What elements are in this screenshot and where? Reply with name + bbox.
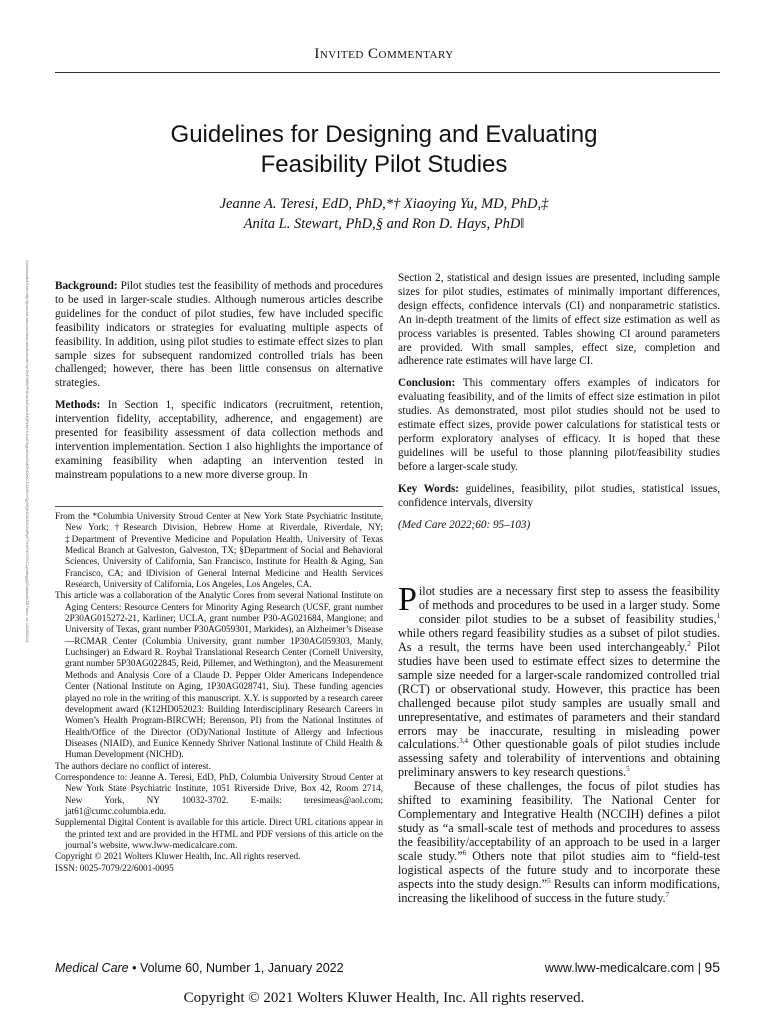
running-footer-left	[55, 961, 344, 975]
footnote-supplemental: Supplemental Digital Content is available for this article. Direct URL citations appear in the printed text and are provided in the HTML and PDF versions of this article on the journal’s website, www.lww-medicalcare.com.	[55, 817, 383, 850]
drop-cap: P	[398, 581, 417, 618]
abstract-methods-continued: Section 2, statistical and design issues are presented, including sample sizes for pilot studies, estimates of minimally important differences, design effects, confidence intervals (CI) and nonparametric statistics. An in-depth treatment of the limits of effect size estimation as well as process variables is presented. Tables showing CI around parameters are provided. With small samples, effect size, completion and adherence rate estimates will have large CI.	[398, 272, 720, 368]
keywords-label: Key Words:	[398, 482, 460, 495]
reference-link[interactable]: 5	[626, 765, 630, 774]
journal-website[interactable]: www.lww-medicalcare.com	[544, 961, 695, 975]
footnote-correspondence: Correspondence to: Jeanne A. Teresi, EdD, PhD, Columbia University Stroud Center at New York State Psychiatric Institute, 1051 Riverside Drive, Box 42, Room 2714, New York, NY 10032-3702. E-mails: teresimeas@aol.com; jat61@cumc.columbia.edu.	[55, 771, 383, 816]
download-watermark: Downloaded from http://journals.lww.com/lww-medicalcare by BhDMf5ePHKav1zEoum1tQfN4a+kJLhEZgbsIHo4XMi0hCywCX1AWnYQp/IlQrHD3i3D0OdRyi7TvSFl4Cf3VC1y0abggQZXdtwnfKZBYtws= on 12/08/2021	[25, 260, 30, 643]
keywords-text: guidelines, feasibility, pilot studies, statistical issues, confidence intervals, diversity	[398, 482, 721, 509]
body-p1-part-d: Other questionable goals of pilot studies include assessing safety and tolerability of interventions and obtaining preliminary answers to key research questions.	[398, 737, 720, 780]
citation: (Med Care 2022;60: 95–103)	[398, 518, 531, 531]
abstract-right-column	[398, 272, 720, 532]
methods-label: Methods:	[55, 399, 101, 412]
authors-line-1: Jeanne A. Teresi, EdD, PhD,*† Xiaoying Yu, MD, PhD,‡	[219, 196, 549, 212]
reference-link[interactable]: 1	[716, 611, 720, 620]
keywords	[398, 483, 720, 511]
abstract-background	[55, 280, 383, 391]
title-line-2: Feasibility Pilot Studies	[260, 151, 508, 178]
body-paragraph-1	[398, 581, 721, 780]
body-p2-part-b: Others note that pilot studies aim to “field-test logistical aspects of the future study and to incorporate these aspects into the study design.”	[398, 849, 721, 892]
reference-link[interactable]: 5	[547, 876, 551, 885]
footer-separator: |	[694, 961, 705, 975]
body-p2-part-c: Results can inform modifications, increasing the likelihood of success in the future study.	[398, 877, 720, 905]
conclusion-label: Conclusion:	[398, 377, 456, 390]
body-paragraph-2	[398, 780, 720, 906]
abstract-left-column	[55, 280, 383, 483]
body-p1-part-c: Pilot studies have been used to estimate effect sizes to determine the sample size needed for a larger-scale randomized controlled trial (RCT) or observational study. However, this practice has been challenged because pilot study samples are usually small and unrepresentative, and estimates of parameters and their standard errors may be inaccurate, resulting in misleading power calculations.	[398, 639, 721, 752]
article-title	[80, 120, 688, 180]
body-p1-part-a: ilot studies are a necessary first step to assess the feasibility of methods and procedures to be used in a larger study. Some consider pilot studies to be a subset of feasibility studies,	[418, 584, 720, 626]
methods-text: In Section 1, specific indicators (recruitment, retention, intervention fidelity, acceptability, adherence, and engagement) are presented for feasibility assessment of data collection methods and intervention implementation. Section 1 also highlights the importance of examining feasibility when adapting an intervention tested in mainstream populations to a new more diverse group. In	[55, 399, 383, 481]
authors-line-2: Anita L. Stewart, PhD,§ and Ron D. Hays, PhD‖	[243, 216, 525, 232]
abstract-methods	[55, 399, 383, 482]
body-p1-part-b: while others regard feasibility studies as a subset of pilot studies. As a result, the terms have been used interchangeably.	[398, 625, 720, 654]
footnote-affiliations: From the *Columbia University Stroud Center at New York State Psychiatric Institute, New York; †Research Division, Hebrew Home at Riverdale, Riverdale, NY; ‡Department of Preventive Medicine and Population Health, University of Texas Medical Branch at Galveston, Galveston, TX; §Department of Social and Behavioral Sciences, University of California, San Francisco, Institute for Health & Aging, San Francisco, CA; and ‖Division of General Internal Medicine and Health Services Research, University of California, Los Angeles, Los Angeles, CA.	[55, 511, 383, 590]
reference-link[interactable]: 3,4	[459, 737, 469, 746]
journal-name: Medical Care	[55, 961, 129, 975]
kicker-rule	[55, 72, 720, 73]
conclusion-text: This commentary offers examples of indicators for evaluating feasibility, and of the limits of effect size estimation in pilot studies. As demonstrated, most pilot studies should not be used to estimate effect sizes, provide power calculations for statistical tests or perform exploratory analyses of efficacy. It is hoped that these guidelines will be useful to those planning pilot/feasibility studies before a larger-scale study.	[398, 377, 720, 473]
author-list	[80, 194, 688, 234]
footnote-rule	[55, 506, 383, 507]
body-p2-part-a: Because of these challenges, the focus of pilot studies has shifted to examining feasibility. The National Center for Complementary and Integrative Health (NCCIH) defines a pilot study as “a small-scale test of methods and procedures to assess the feasibility/acceptability of an approach to be used in a larger scale study.”	[398, 779, 720, 864]
footnote-issn: ISSN: 0025-7079/22/6001-0095	[55, 862, 174, 873]
reference-link[interactable]: 2	[687, 639, 691, 648]
section-kicker: Invited Commentary	[314, 46, 454, 62]
footnote-copyright: Copyright © 2021 Wolters Kluwer Health, Inc. All rights reserved.	[55, 851, 301, 862]
reference-link[interactable]: 7	[665, 890, 670, 899]
title-line-1: Guidelines for Designing and Evaluating	[170, 121, 598, 148]
background-text: Pilot studies test the feasibility of methods and procedures to be used in larger-scale studies. Although numerous articles describe guidelines for the conduct of pilot studies, few have included specific feasibility indicators or strategies for evaluating multiple aspects of feasibility. In addition, using pilot studies to estimate effect sizes to plan sample sizes for subsequent randomized controlled trials has been challenged; however, there has been little consensus on alternative strategies.	[55, 280, 384, 390]
footnote-conflict: The authors declare no conflict of interest.	[55, 760, 211, 771]
footnote-funding: This article was a collaboration of the Analytic Cores from several National Institute on Aging Centers: Resource Centers for Minority Aging Research (UCSF, grant number 2P30AG015272-21, Karliner; UCLA, grant number P30-AG021684, Mangione; and University of Texas, grant number P30AG059301, Markides), an Alzheimer’s Disease—RCMAR Center (Columbia University, grant number 1P30AG059303, Manly, Luchsinger) an Edward R. Roybal Translational Research Center (Cornell University, grant number 5P30AG022845, Reid, Pillemer, and Wethington), and the Measurement Methods and Analysis Core of a Claude D. Pepper Older Americans Independence Center (National Institute on Aging, 1P30AG028741, Siu). These funding agencies played no role in the writing of this manuscript. X.Y. is supported by a research career development award (K12HD052023: Building Interdisciplinary Research Careers in Women’s Health Program-BIRCWH; Berenson, PI) from the National Institutes of Health/Office of the Director (OD)/National Institute of Allergy and Infectious Diseases (NIAID), and Eunice Kennedy Shriver National Institute of Child Health & Human Development (NICHD).	[55, 590, 383, 760]
footnotes	[55, 511, 383, 874]
page-copyright: Copyright © 2021 Wolters Kluwer Health, Inc. All rights reserved.	[183, 990, 585, 1006]
page-number: 95	[704, 959, 720, 975]
running-footer-right	[545, 959, 720, 975]
background-label: Background:	[55, 280, 118, 292]
abstract-conclusion	[398, 377, 720, 474]
issue-info: • Volume 60, Number 1, January 2022	[128, 961, 344, 975]
reference-link[interactable]: 6	[462, 849, 467, 858]
body-text	[398, 581, 721, 906]
